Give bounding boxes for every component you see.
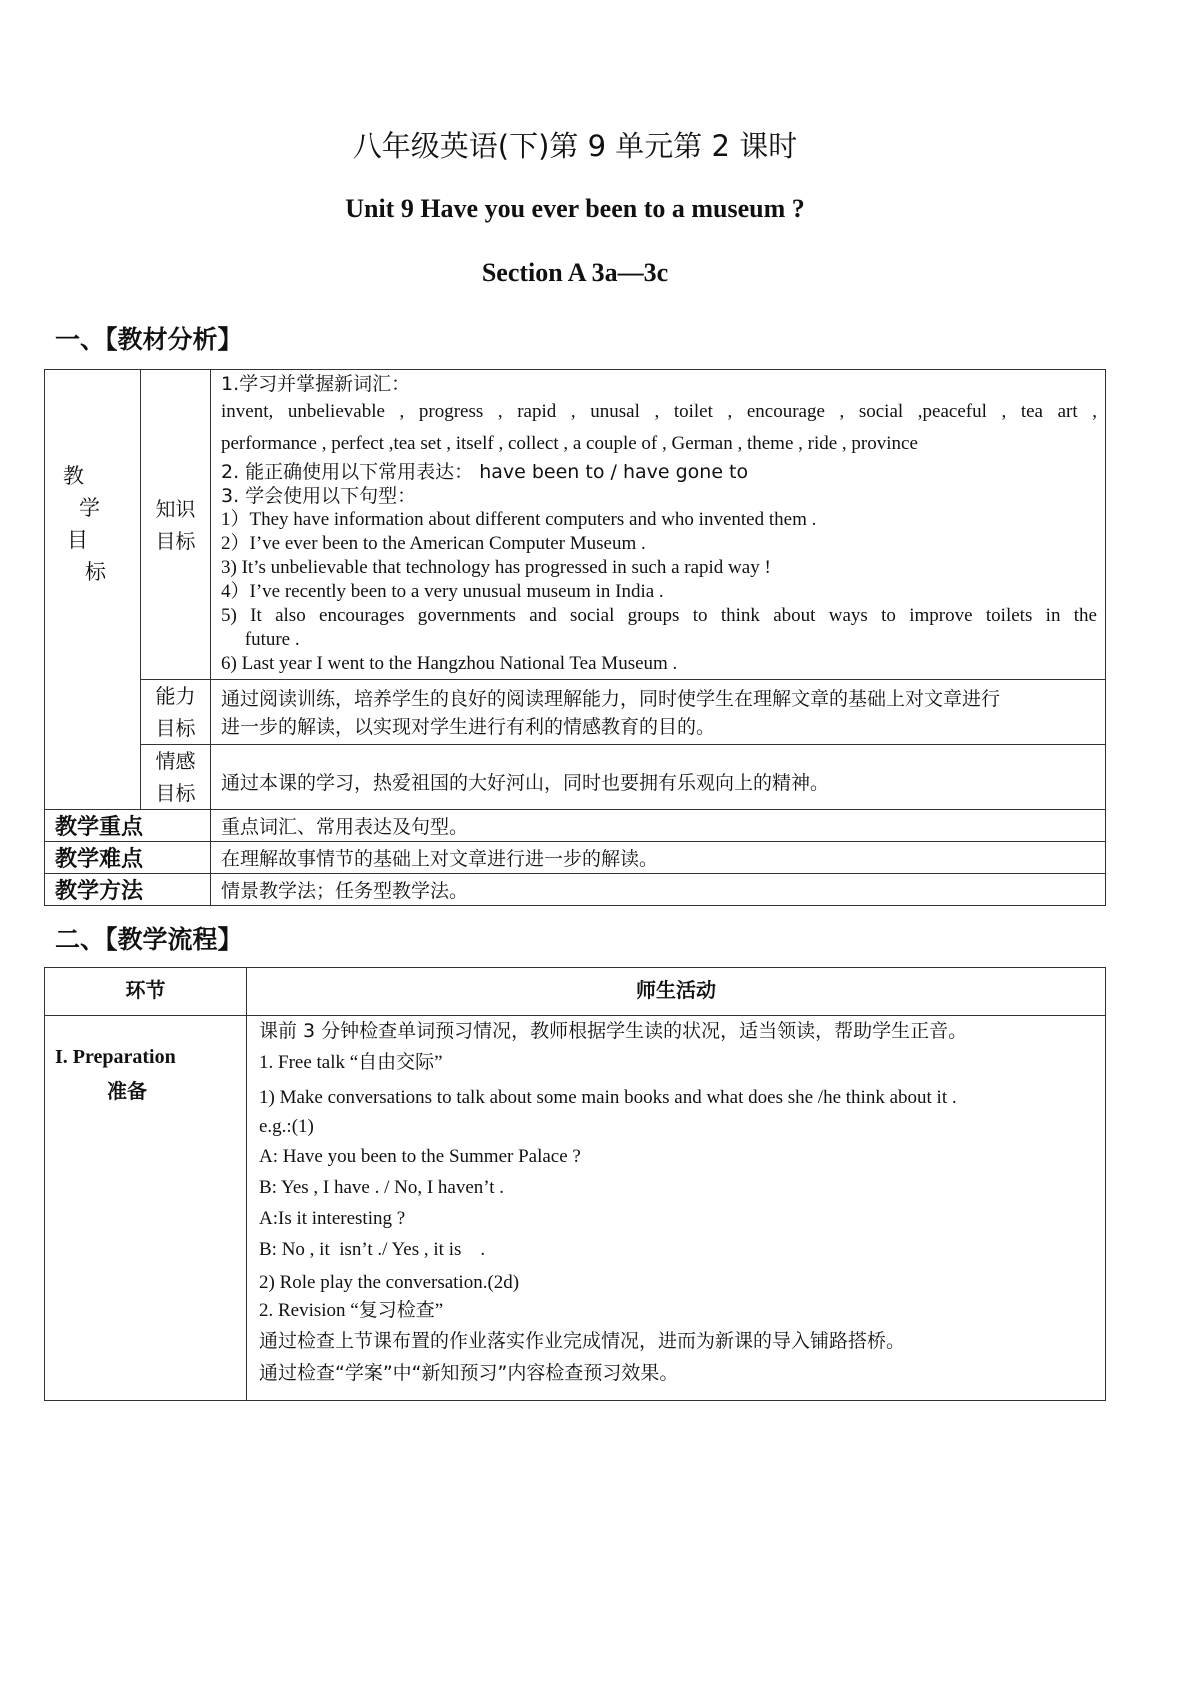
ability-label-line: 目标 (155, 716, 196, 740)
objectives-label-char: 教 (63, 464, 84, 488)
process-table (44, 967, 1106, 1401)
activity-line: 2. Revision “复习检查” (259, 1300, 444, 1321)
key-points-label: 教学重点 (45, 810, 211, 842)
section-title: Section A 3a—3c (481, 258, 669, 287)
objectives-label (45, 370, 141, 810)
activity-line: e.g.:(1) (259, 1116, 314, 1137)
stage-name-cn: 准备 (107, 1079, 147, 1103)
knowledge-label-line: 知识 (155, 496, 196, 521)
knowledge-label (141, 370, 211, 680)
activity-line: 通过检查“学案”中“新知预习”内容检查预习效果。 (259, 1362, 679, 1384)
activity-line: A:Is it interesting ? (259, 1208, 406, 1229)
activity-line: 1) Make conversations to talk about some main books and what does she /he think about it . (259, 1087, 957, 1108)
activity-line: 1. Free talk “自由交际” (259, 1052, 443, 1073)
knowledge-line: 4）I’ve recently been to a very unusual museum in India . (221, 581, 664, 602)
emotion-label (141, 745, 211, 810)
ability-label (141, 680, 211, 745)
activity-cell (247, 1016, 1106, 1401)
knowledge-line: 3) It’s unbelievable that technology has progressed in such a rapid way ! (221, 557, 771, 578)
ability-content (211, 680, 1106, 745)
stage-column-header: 环节 (45, 968, 247, 1016)
knowledge-content (211, 370, 1106, 680)
knowledge-line: 5) It also encourages governments and social groups to think about ways to improve toilets in the (221, 605, 1097, 626)
knowledge-line: performance , perfect ,tea set , itself , collect , a couple of , German , theme , ride , province (221, 433, 918, 454)
analysis-table (44, 369, 1106, 906)
activity-line: B: Yes , I have . / No, I haven’t . (259, 1177, 505, 1198)
part2-heading: 二、【教学流程】 (55, 925, 243, 954)
ability-line: 通过阅读训练，培养学生的良好的阅读理解能力，同时使学生在理解文章的基础上对文章进行 (221, 688, 1001, 710)
activity-line: A: Have you been to the Summer Palace ? (259, 1146, 581, 1167)
emotion-label-line: 目标 (155, 781, 196, 805)
knowledge-line: invent, unbelievable , progress , rapid , unusal , toilet , encourage , social ,peaceful , tea art , (221, 401, 1097, 422)
knowledge-line: 3. 学会使用以下句型： (221, 485, 417, 507)
knowledge-line: 1.学习并掌握新词汇： (221, 373, 411, 395)
page-title: 八年级英语(下)第 9 单元第 2 课时 (352, 129, 798, 163)
knowledge-line: future . (221, 629, 300, 650)
emotion-content (211, 745, 1106, 810)
objectives-label-char: 标 (85, 560, 106, 584)
activity-line: B: No , it isn’t ./ Yes , it is . (259, 1239, 486, 1260)
ability-line: 进一步的解读，以实现对学生进行有利的情感教育的目的。 (221, 716, 716, 738)
stage-cell (45, 1016, 247, 1401)
difficulties-label: 教学难点 (45, 842, 211, 874)
knowledge-line: 2）I’ve ever been to the American Computer Museum . (221, 533, 646, 554)
activity-line: 2) Role play the conversation.(2d) (259, 1272, 520, 1293)
knowledge-line: 6) Last year I went to the Hangzhou National Tea Museum . (221, 653, 678, 674)
difficulties-content: 在理解故事情节的基础上对文章进行进一步的解读。 (211, 842, 1106, 874)
part1-heading: 一、【教材分析】 (55, 325, 243, 354)
activity-line: 课前 3 分钟检查单词预习情况，教师根据学生读的状况，适当领读，帮助学生正音。 (259, 1020, 968, 1042)
emotion-text: 通过本课的学习，热爱祖国的大好河山，同时也要拥有乐观向上的精神。 (221, 772, 830, 794)
activity-line: 通过检查上节课布置的作业落实作业完成情况，进而为新课的导入铺路搭桥。 (259, 1330, 906, 1352)
activity-column-header: 师生活动 (247, 968, 1106, 1016)
stage-name-en: I. Preparation (55, 1046, 176, 1068)
methods-label: 教学方法 (45, 874, 211, 906)
knowledge-line: 1）They have information about different computers and who invented them . (221, 509, 817, 530)
methods-content: 情景教学法；任务型教学法。 (211, 874, 1106, 906)
knowledge-line: 2. 能正确使用以下常用表达： have been to / have gone to (221, 461, 749, 483)
emotion-label-line: 情感 (155, 749, 196, 773)
key-points-content: 重点词汇、常用表达及句型。 (211, 810, 1106, 842)
objectives-label-char: 学 (79, 496, 100, 520)
objectives-label-char: 目 (67, 528, 88, 552)
knowledge-label-line: 目标 (155, 528, 196, 553)
ability-label-line: 能力 (155, 684, 196, 708)
unit-title: Unit 9 Have you ever been to a museum ? (345, 194, 805, 223)
